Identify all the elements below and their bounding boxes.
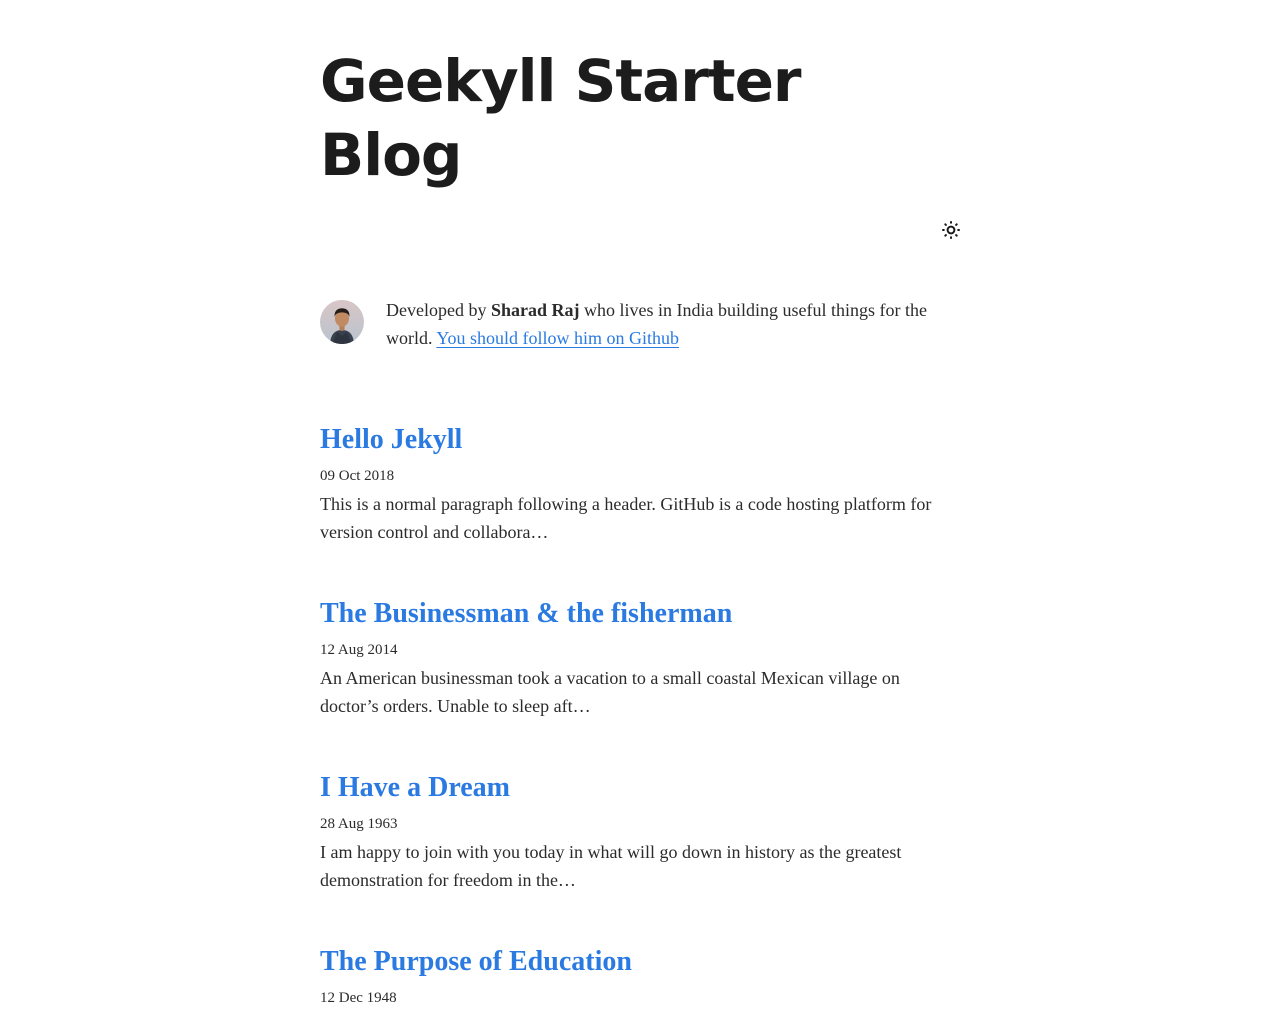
github-follow-link[interactable]: You should follow him on Github — [436, 328, 680, 348]
theme-toggle-button[interactable] — [942, 221, 960, 239]
post-excerpt: I am happy to join with you today in what will go down in history as the greatest demonstration for freedom in the… — [320, 842, 902, 890]
post-item — [320, 944, 960, 1009]
post-list — [320, 422, 960, 1009]
post-excerpt: This is a normal paragraph following a header. GitHub is a code hosting platform for version control and collabora… — [320, 494, 932, 542]
bio-middle: who lives in India building useful things for the world. — [386, 300, 927, 348]
author-photo-placeholder — [320, 300, 364, 344]
header-toolbar — [320, 220, 960, 240]
avatar — [320, 300, 364, 344]
post-item — [320, 422, 960, 546]
post-item — [320, 770, 960, 894]
site-title[interactable]: Geekyll Starter Blog — [320, 47, 801, 189]
post-title-link[interactable]: I Have a Dream — [320, 772, 510, 803]
bio-author-name: Sharad Raj — [490, 300, 580, 320]
post-date: 28 Aug 1963 — [320, 816, 398, 832]
author-bio — [320, 296, 960, 352]
sun-icon — [942, 221, 960, 239]
post-title-link[interactable]: The Purpose of Education — [320, 946, 632, 977]
post-excerpt: An American businessman took a vacation to a small coastal Mexican village on doctor’s orders. Unable to sleep aft… — [320, 668, 900, 716]
post-date: 09 Oct 2018 — [320, 468, 395, 484]
bio-text — [386, 296, 960, 352]
post-title-link[interactable]: Hello Jekyll — [320, 424, 463, 455]
post-item — [320, 596, 960, 720]
post-date: 12 Dec 1948 — [320, 990, 397, 1006]
post-date: 12 Aug 2014 — [320, 642, 398, 658]
post-title-link[interactable]: The Businessman & the fisherman — [320, 598, 733, 629]
page-container — [320, 0, 960, 1009]
bio-prefix: Developed by — [386, 300, 491, 320]
